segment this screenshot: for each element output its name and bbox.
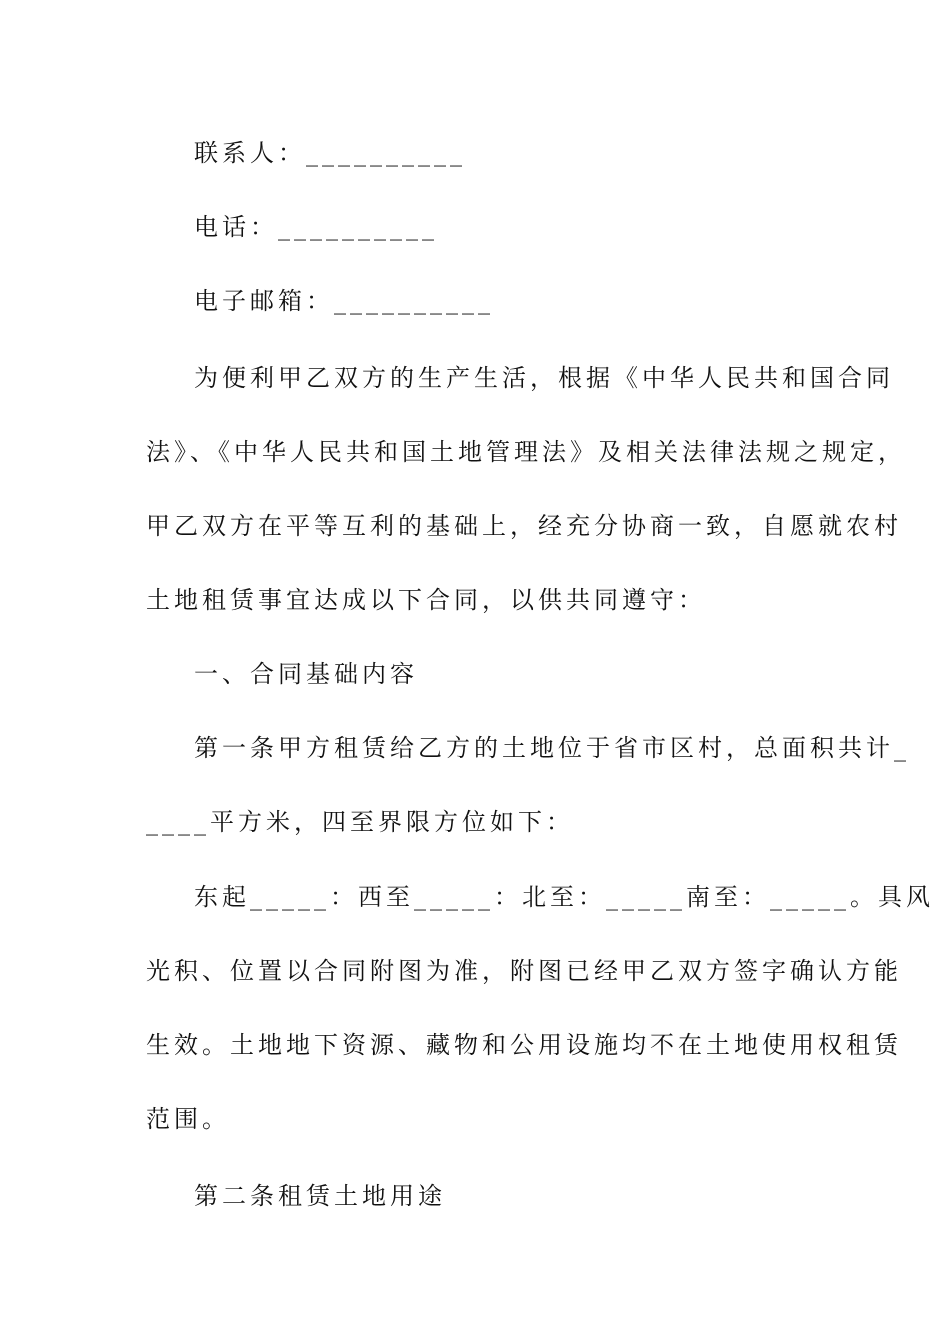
paragraph-preamble-line-1: 为便利甲乙双方的生产生活，根据《中华人民共和国合同: [194, 364, 894, 392]
paragraph-preamble-line-3: 甲乙双方在平等互利的基础上，经充分协商一致，自愿就农村: [146, 512, 902, 540]
contact-person-line: 联系人：__________: [194, 139, 466, 167]
boundary-paragraph-line-4: 范围。: [146, 1105, 230, 1133]
article-1-line-1: 第一条甲方租赁给乙方的土地位于省市区村，总面积共计_: [194, 734, 910, 762]
paragraph-preamble-line-4: 土地租赁事宜达成以下合同，以供共同遵守：: [146, 586, 706, 614]
article-1-line-2: ____平方米，四至界限方位如下：: [146, 808, 574, 836]
phone-line: 电话：__________: [194, 213, 438, 241]
paragraph-preamble-line-2: 法》、《中华人民共和国土地管理法》及相关法律法规之规定，: [146, 438, 906, 466]
article-2-heading: 第二条租赁土地用途: [194, 1182, 446, 1210]
boundary-paragraph-line-1: 东起_____：西至_____：北至：_____南至：_____。具风: [194, 883, 934, 911]
boundary-paragraph-line-3: 生效。土地地下资源、藏物和公用设施均不在土地使用权租赁: [146, 1031, 902, 1059]
email-line: 电子邮箱：__________: [194, 287, 494, 315]
boundary-paragraph-line-2: 光积、位置以合同附图为准，附图已经甲乙双方签字确认方能: [146, 957, 902, 985]
section-heading-1: 一、合同基础内容: [194, 660, 418, 688]
